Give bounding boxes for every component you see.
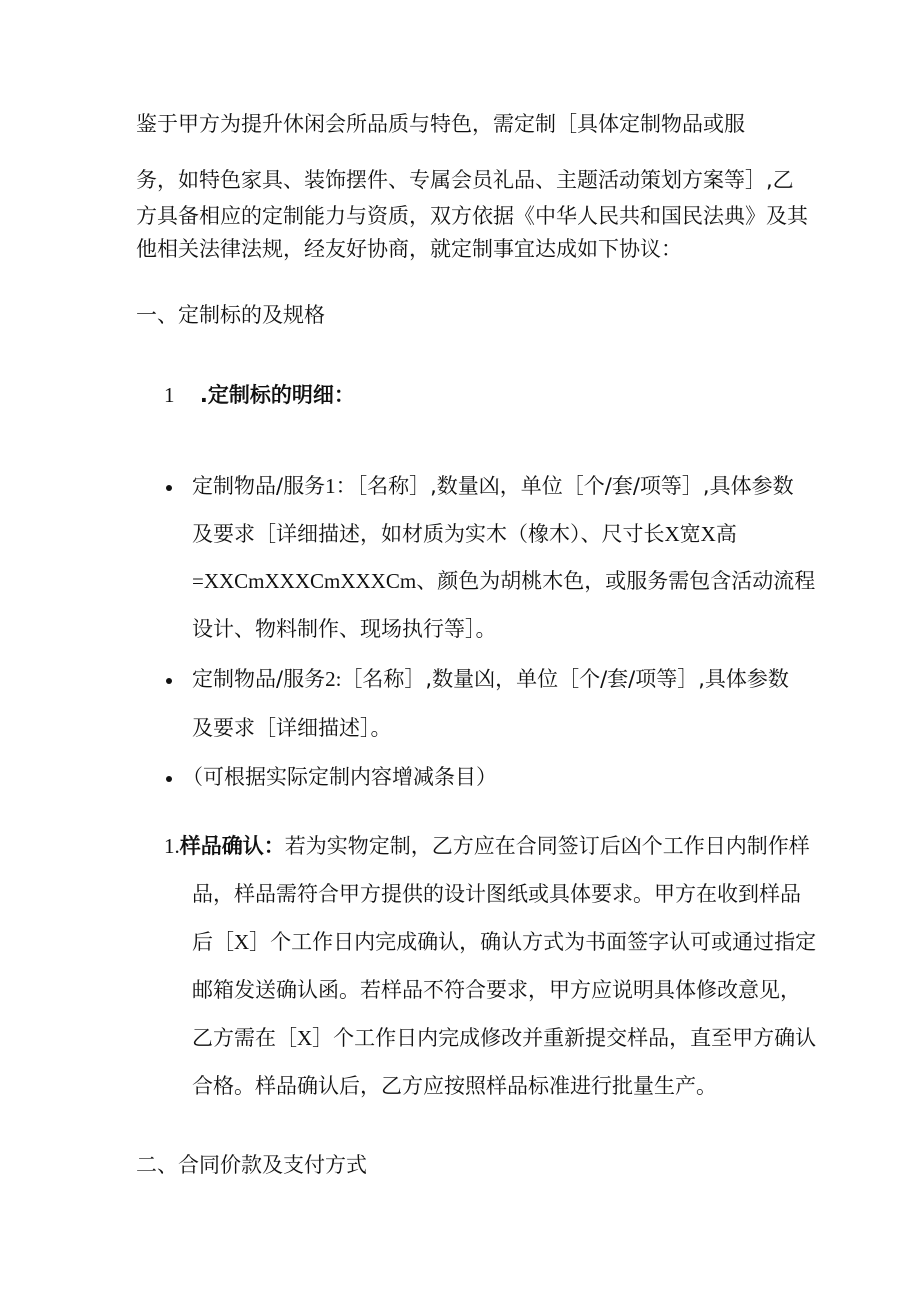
sample-line-3-text-a: 后 [192,930,213,954]
item-1-heading [164,380,355,410]
bullet-1-label: 定制物品/服务 [192,474,326,498]
bullet-3-line-1: （可根据实际定制内容增减条目） [182,765,497,789]
sample-line-5-text-b: 个工作日内完成修改并重新提交样品，直至甲方确认 [333,1026,817,1050]
bullet-1-number: 1 [325,474,336,498]
bullet-2-line-2: 及要求［详细描述］。 [192,716,392,740]
bullet-1-text: ：［名称］,数量凶，单位［个/套/项等］,具体参数 [335,474,794,498]
sample-line-6: 合格。样品确认后，乙方应按照样品标准进行批量生产。 [192,1074,717,1098]
bullet-dot-3 [166,776,172,782]
bullet-1-line-2-x1: X [664,522,680,546]
bullet-2-label: 定制物品/服务 [192,667,326,691]
bullet-1-line-3 [192,566,815,596]
bullet-1-line-2-x2: X [700,522,716,546]
sample-line-3-placeholder: ［X］ [213,930,271,954]
sample-line-4: 邮箱发送确认函。若样品不符合要求，甲方应说明具体修改意见， [192,978,801,1002]
sample-line-2: 品，样品需符合甲方提供的设计图纸或具体要求。甲方在收到样品 [192,882,801,906]
bullet-1-line-3-text: 、颜色为胡桃木色，或服务需包含活动流程 [416,569,816,593]
intro-line-1: 鉴于甲方为提升休闲会所品质与特色，需定制［具体定制物品或服 [136,112,745,136]
bullet-2-number: 2: [325,667,342,691]
sample-line-3 [192,927,816,957]
bullet-1-line-2-text-b: 宽 [679,522,701,546]
bullet-2-line-1 [192,664,789,694]
item-1-number: 1 [164,383,175,407]
sample-title: 样品确认： [179,834,285,858]
bullet-1-dimensions: =XXCmXXXCmXXXCm [192,569,417,593]
sample-line-3-text-b: 个工作日内完成确认，确认方式为书面签字认可或通过指定 [270,930,817,954]
bullet-2-text: ［名称］,数量凶，单位［个/套/项等］,具体参数 [341,667,789,691]
section-2-heading: 二、合同价款及支付方式 [136,1153,367,1177]
bullet-1-line-1 [192,471,794,501]
sample-text-1: 若为实物定制，乙方应在合同签订后凶个工作日内制作样 [284,834,810,858]
bullet-1-line-4: 设计、物料制作、现场执行等］。 [192,617,497,641]
bullet-dot-2 [166,678,172,684]
bullet-dot-1 [166,485,172,491]
sample-line-5-text-a: 乙方需在 [192,1026,276,1050]
bullet-1-line-2 [192,519,737,549]
intro-line-2: 务，如特色家具、装饰摆件、专属会员礼品、主题活动策划方案等］,乙 [136,168,794,192]
bullet-1-line-2-text-c: 高 [715,522,737,546]
item-1-title: .定制标的明细： [199,383,355,407]
sample-line-5-placeholder: ［X］ [276,1026,334,1050]
sample-line-5 [192,1023,816,1053]
sample-number: 1. [164,834,180,858]
sample-line-1 [164,831,810,861]
intro-line-3: 方具备相应的定制能力与资质，双方依据《中华人民共和国民法典》及其 [136,204,808,228]
section-1-heading: 一、定制标的及规格 [136,303,325,327]
bullet-1-line-2-text-a: 及要求［详细描述，如材质为实木（橡木）、尺寸长 [192,522,665,546]
intro-line-4: 他相关法律法规，经友好协商，就定制事宜达成如下协议： [136,237,682,261]
